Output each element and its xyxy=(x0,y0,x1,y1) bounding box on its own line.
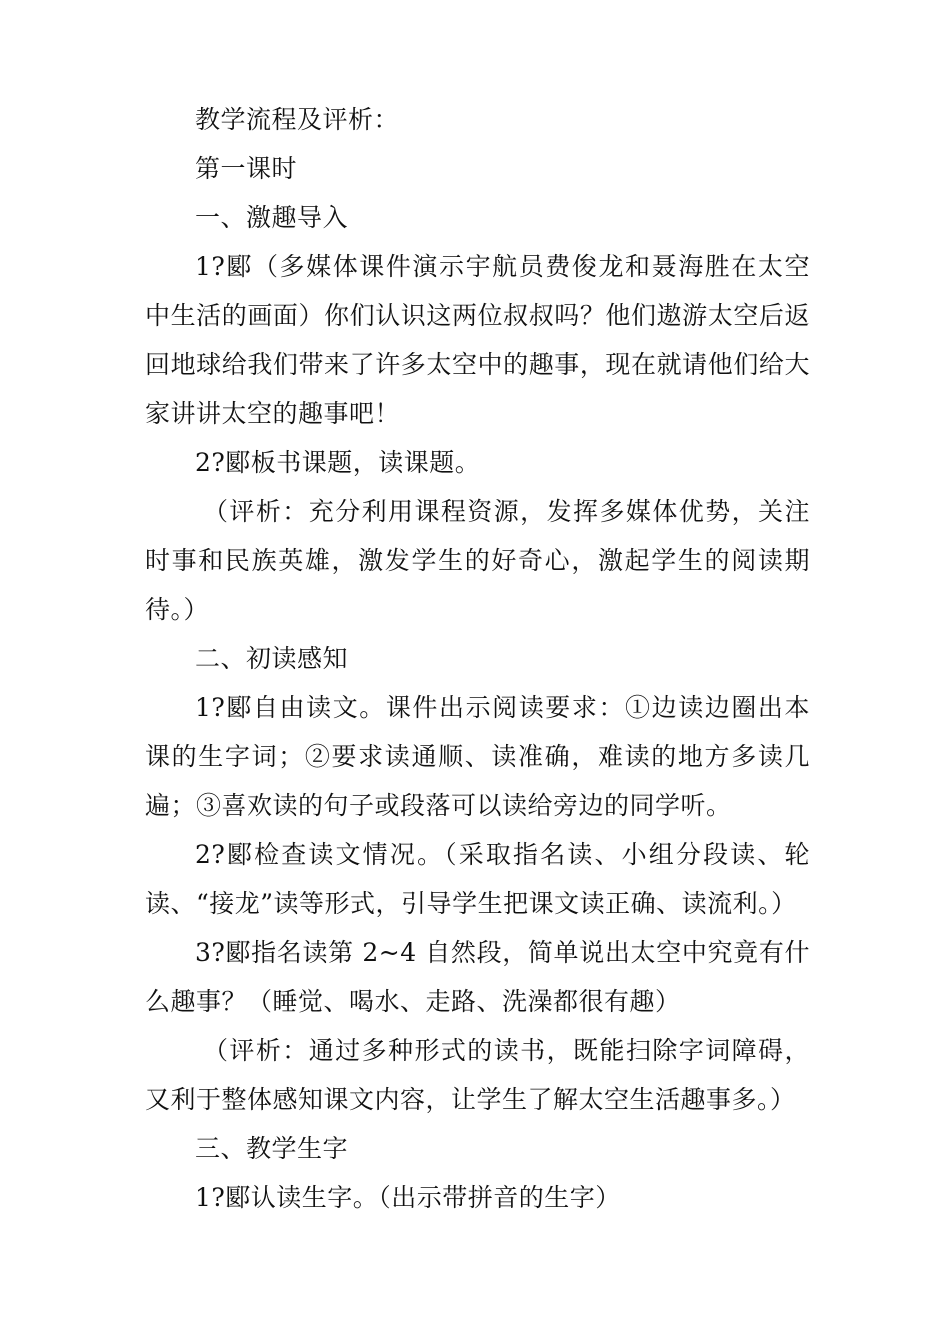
part-heading: 三、教学生字 xyxy=(195,1134,349,1163)
body-paragraph: 1?郾自由读文。课件出示阅读要求：①边读边圈出本课的生字词；②要求读通顺、读准确，难读的地方多读几遍；③喜欢读的句子或段落可以读给旁边的同学听。 xyxy=(145,693,810,820)
body-paragraph: 1?郾认读生字。（出示带拼音的生字） xyxy=(195,1183,621,1212)
part-heading: 二、初读感知 xyxy=(195,644,349,673)
lesson-heading: 第一课时 xyxy=(195,154,298,183)
body-paragraph: 3?郾指名读第 2~4 自然段，简单说出太空中究竟有什么趣事？（睡觉、喝水、走路、洗澡都很有趣） xyxy=(145,938,810,1016)
part-heading: 一、激趣导入 xyxy=(195,203,349,232)
body-paragraph: 2?郾检查读文情况。（采取指名读、小组分段读、轮读、“接龙”读等形式，引导学生把课文读正确、读流利。） xyxy=(145,840,810,918)
commentary-paragraph: （评析：充分利用课程资源，发挥多媒体优势，关注时事和民族英雄，激发学生的好奇心，激起学生的阅读期待。） xyxy=(145,497,810,624)
section-heading: 教学流程及评析： xyxy=(195,105,400,134)
document-body xyxy=(145,95,810,1222)
body-paragraph: 2?郾板书课题，读课题。 xyxy=(195,448,481,477)
body-paragraph: 1?郾（多媒体课件演示宇航员费俊龙和聂海胜在太空中生活的画面）你们认识这两位叔叔吗？他们遨游太空后返回地球给我们带来了许多太空中的趣事，现在就请他们给大家讲讲太空的趣事吧！ xyxy=(145,252,810,428)
commentary-paragraph: （评析：通过多种形式的读书，既能扫除字词障碍，又利于整体感知课文内容，让学生了解太空生活趣事多。） xyxy=(145,1036,810,1114)
